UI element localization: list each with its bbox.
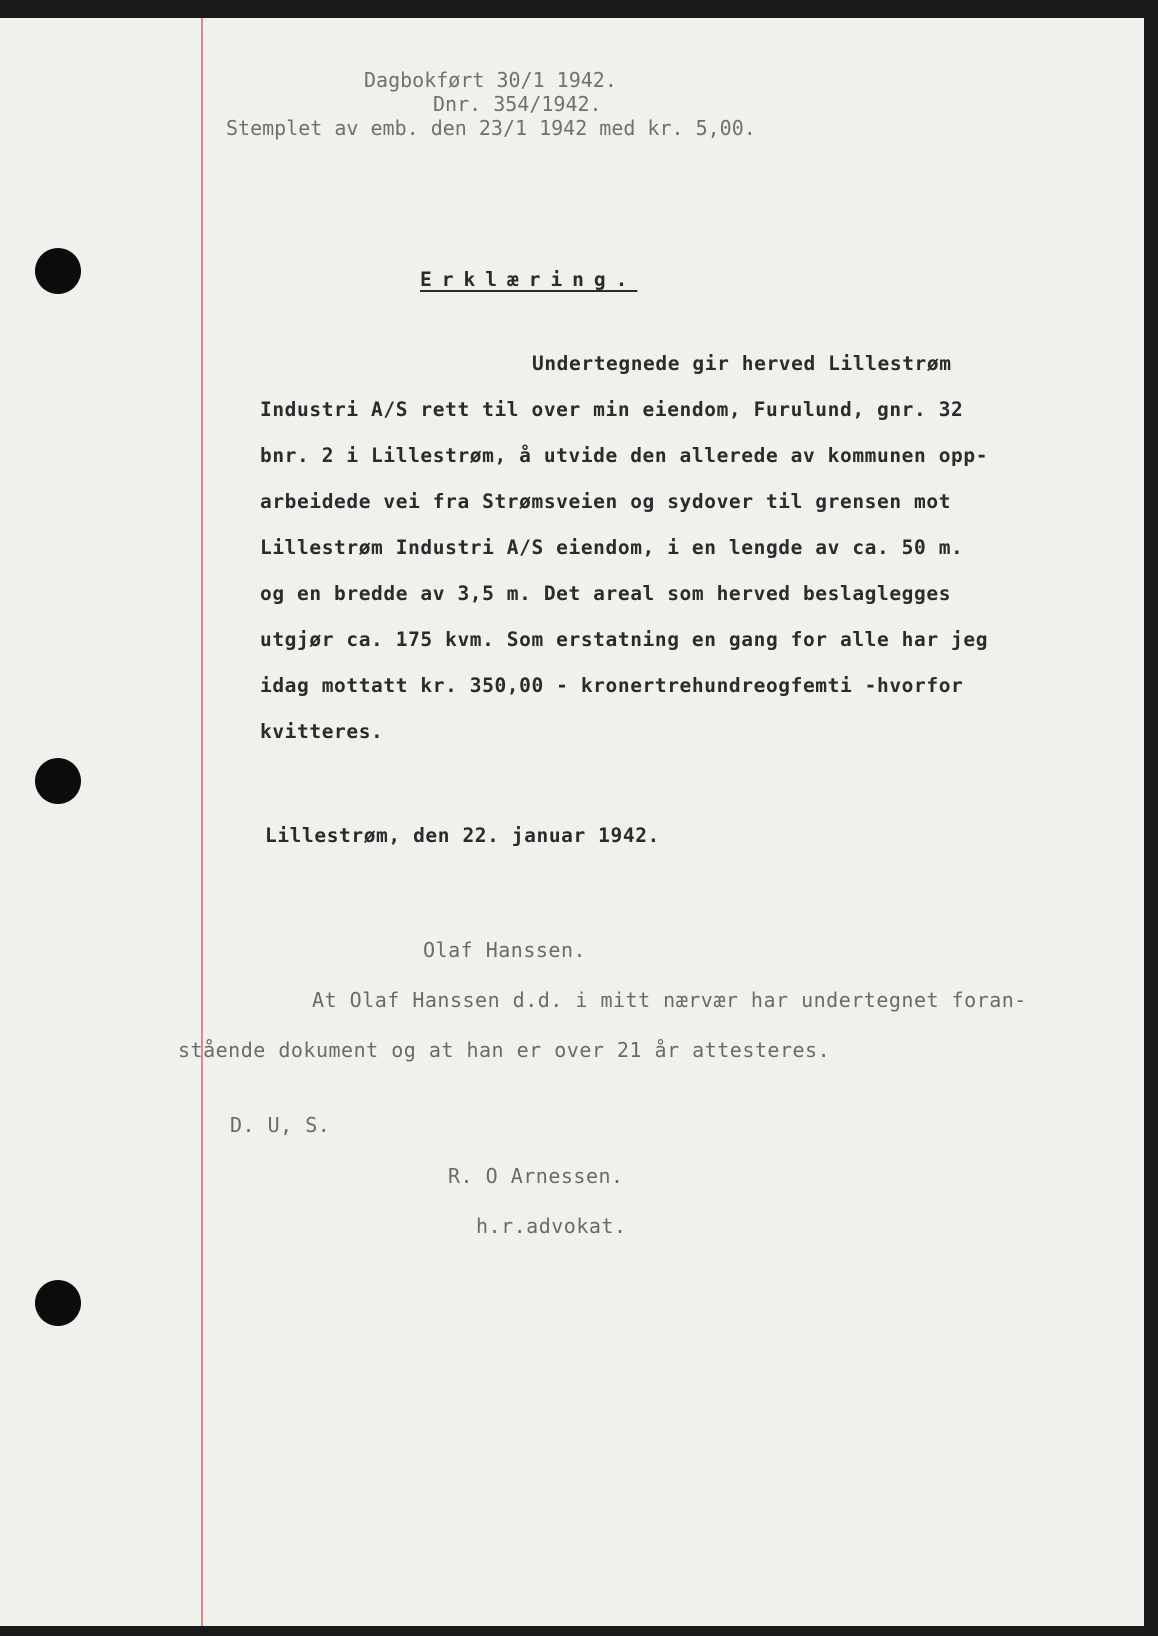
stamp-dnr-line: Dnr. 354/1942. (433, 92, 602, 116)
punch-hole-middle (35, 758, 81, 804)
body-line-7: utgjør ca. 175 kvm. Som erstatning en gang for alle har jeg (260, 628, 989, 651)
attesting-lawyer-name: R. O Arnessen. (448, 1164, 624, 1188)
margin-rule (201, 18, 203, 1626)
body-line-9: kvitteres. (260, 720, 384, 743)
body-line-6: og en bredde av 3,5 m. Det areal som herved beslaglegges (260, 582, 952, 605)
body-line-1: Undertegnede gir herved Lillestrøm (532, 352, 952, 375)
stamp-fee-line: Stemplet av emb. den 23/1 1942 med kr. 5,00. (226, 116, 756, 140)
stamp-diary-line: Dagbokført 30/1 1942. (364, 68, 617, 92)
attesting-lawyer-title: h.r.advokat. (476, 1214, 627, 1238)
attestation-line-1: At Olaf Hanssen d.d. i mitt nærvær har undertegnet foran- (312, 988, 1027, 1012)
punch-hole-top (35, 248, 81, 294)
punch-hole-bottom (35, 1280, 81, 1326)
document-title: Erklæring. (420, 268, 638, 291)
body-line-3: bnr. 2 i Lillestrøm, å utvide den allerede av kommunen opp- (260, 444, 989, 467)
signature-name: Olaf Hanssen. (423, 938, 587, 962)
dus-mark: D. U, S. (230, 1113, 331, 1137)
body-line-2: Industri A/S rett til over min eiendom, Furulund, gnr. 32 (260, 398, 964, 421)
body-line-5: Lillestrøm Industri A/S eiendom, i en lengde av ca. 50 m. (260, 536, 964, 559)
place-date: Lillestrøm, den 22. januar 1942. (265, 824, 660, 847)
body-line-8: idag mottatt kr. 350,00 - kronertrehundreogfemti -hvorfor (260, 674, 964, 697)
document-page (0, 18, 1144, 1626)
attestation-line-2: stående dokument og at han er over 21 år attesteres. (178, 1038, 831, 1062)
body-line-4: arbeidede vei fra Strømsveien og sydover til grensen mot (260, 490, 952, 513)
